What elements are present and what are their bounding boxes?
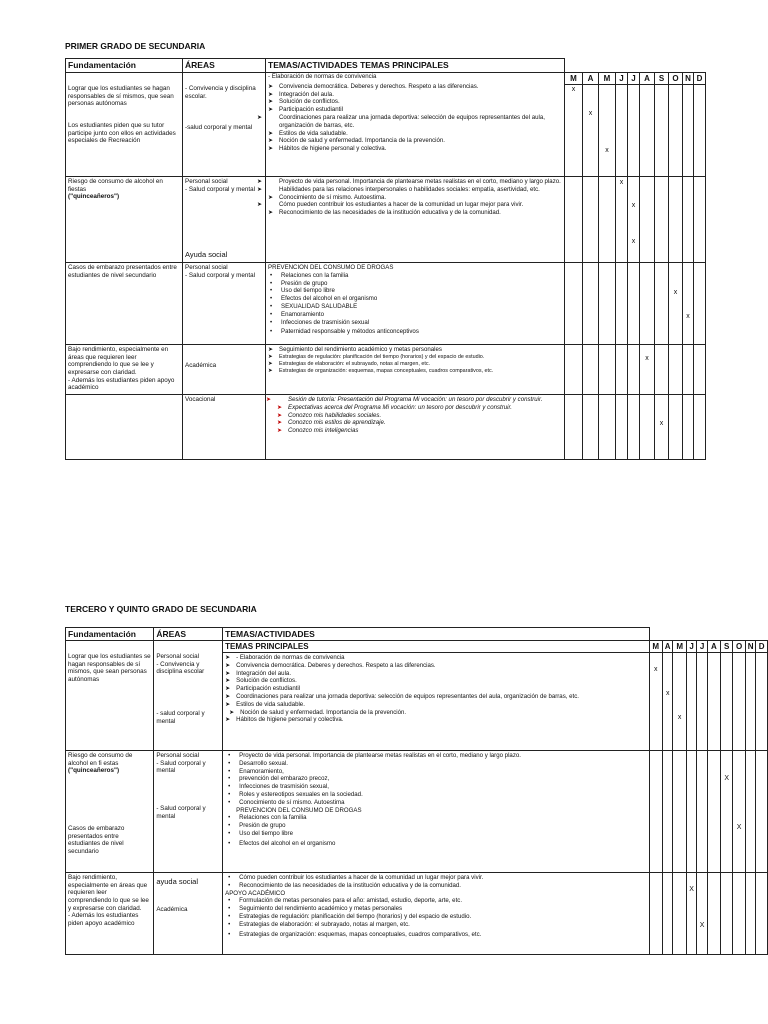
s1-r2-fund: Riesgo de consumo de alcohol en fiestas ("quinceañeros")	[66, 177, 183, 263]
month-col-s: S	[721, 641, 733, 653]
month-col-a: A	[640, 73, 655, 85]
s1-r3-temas: PREVENCION DEL CONSUMO DE DROGAS • Relaciones con la familia • Presión de grupo • Uso del tiempo libre • Efectos del alcohol en el organismo • SEXUALIDAD SALUDABLE • Enamoramiento • Infecciones de trasmisión sexual • Paternidad responsable y métodos anticonceptivos	[266, 263, 565, 345]
s1-r4-areas: Académica	[183, 345, 266, 395]
s2-r3-fund: Bajo rendimiento, especialmente en áreas que requieren leer comprendiendo lo que se lee y expresarse con claridad. - Además los estudiantes piden apoyo académico	[66, 873, 154, 955]
month-col-j: J	[616, 73, 628, 85]
month-col-o: O	[733, 641, 745, 653]
header-areas: ÁREAS	[154, 628, 223, 641]
schedule-mark: x	[665, 690, 670, 697]
header-temas: TEMAS/ACTIVIDADES TEMAS PRINCIPALES	[266, 59, 565, 73]
schedule-mark: X	[724, 775, 730, 782]
schedule-mark: X	[689, 886, 694, 893]
section2-title: TERCERO Y QUINTO GRADO DE SECUNDARIA	[65, 604, 257, 614]
schedule-mark: x	[605, 147, 609, 154]
schedule-mark: x	[673, 289, 678, 296]
s1-r4-temas: ➤ Seguimiento del rendimiento académico y metas personales ➤ Estrategias de regulación: planificación del tiempo (horarios) y del espacio de estudio. ➤ Estrategias de elaboración: el subrayado, notas al margen, etc. ➤ Estrategias de organización: esquemas, mapas conceptuales, cuadros comparativos, etc.	[266, 345, 565, 395]
schedule-mark: x	[645, 355, 649, 362]
section1-table	[65, 58, 706, 460]
schedule-cell	[628, 177, 640, 263]
header-temas-principales: TEMAS PRINCIPALES	[223, 641, 649, 653]
schedule-mark: X	[699, 922, 705, 929]
month-col-d: D	[694, 73, 706, 85]
s1-r3-fund: Casos de embarazo presentados entre estudiantes de nivel secundario	[66, 263, 183, 345]
schedule-cell	[616, 177, 628, 263]
month-col-n: N	[745, 641, 756, 653]
schedule-mark: x	[631, 238, 636, 245]
schedule-mark: x	[686, 313, 690, 320]
s2-r3-areas: ayuda social Académica	[154, 873, 223, 955]
schedule-cell	[673, 653, 686, 751]
month-col-a: A	[707, 641, 720, 653]
month-col-m: M	[565, 73, 583, 85]
schedule-mark: x	[659, 420, 664, 427]
schedule-cell	[721, 751, 733, 873]
schedule-cell	[640, 345, 655, 395]
s1-r3-areas: Personal social - Salud corporal y mental	[183, 263, 266, 345]
s2-r1-fund: Lograr que los estudiantes se hagan responsables de sí mismos, que sean personas autónomas	[66, 641, 154, 751]
schedule-cell	[649, 653, 662, 751]
s1-r1-temas: - Elaboración de normas de convivencia ➤ Convivencia democrática. Deberes y derechos. Respeto a las diferencias. ➤ Integración del aula. ➤ Solución de conflictos. ➤ Participación estudiantil ➤ Coordinaciones para realizar una jornada deportiva: selección de equipos representantes del aula, organización de barras, etc. ➤ Estilos de vida saludable. ➤ Noción de salud y enfermedad. Importancia de la prevención. ➤ Hábitos de higiene personal y colectiva.	[266, 73, 565, 177]
s2-r1-areas: Personal social - Convivencia y disciplina escolar - salud corporal y mental	[154, 641, 223, 751]
schedule-cell	[683, 263, 694, 345]
month-col-s: S	[655, 73, 669, 85]
schedule-cell	[599, 85, 616, 177]
month-col-j: J	[686, 641, 696, 653]
section2-table	[65, 627, 768, 955]
s1-r1-fund: Lograr que los estudiantes se hagan responsables de sí mismos, que sean personas autónomas Los estudiantes piden que su tutor participe junto con ellos en actividades especiales de Recreación	[66, 73, 183, 177]
section1-title: PRIMER GRADO DE SECUNDARIA	[65, 41, 206, 51]
header-areas: ÁREAS	[183, 59, 266, 73]
schedule-mark: x	[619, 179, 624, 186]
header-fundamentacion: Fundamentación	[66, 59, 183, 73]
schedule-cell	[655, 395, 669, 460]
s1-r5-areas: Vocacional	[183, 395, 266, 460]
s1-r1-areas: - Convivencia y disciplina escolar. -salud corporal y mental	[183, 73, 266, 177]
header-fundamentacion: Fundamentación	[66, 628, 154, 641]
s1-r5-temas: ➤ Sesión de tutoría: Presentación del Programa Mi vocación: un tesoro por descubrir y construir. ➤ Expectativas acerca del Programa Mi vocación: un tesoro por descubrir y construir. ➤ Conozco mis habilidades sociales. ➤ Conozco mis estilos de aprendizaje. ➤ Conozco mis inteligencias	[266, 395, 565, 460]
schedule-mark: x	[653, 666, 658, 673]
month-col-j: J	[697, 641, 707, 653]
month-col-o: O	[669, 73, 683, 85]
month-col-d: D	[756, 641, 768, 653]
s2-r2-areas: Personal social - Salud corporal y mental - Salud corporal y mental	[154, 751, 223, 873]
s2-r1-temas: ➤ - Elaboración de normas de convivencia ➤ Convivencia democrática. Deberes y derechos. Respeto a las diferencias. ➤ Integración del aula. ➤ Solución de conflictos. ➤ Participación estudiantil ➤ Coordinaciones para realizar una jornada deportiva: selección de equipos representantes del aula, organización de barras, etc. ➤ Estilos de vida saludable. ➤ Noción de salud y enfermedad. Importancia de la prevención. ➤ Hábitos de higiene personal y colectiva.	[223, 653, 649, 751]
s1-r4-fund: Bajo rendimiento, especialmente en áreas que requieren leer comprendiendo lo que se lee y expresarse con claridad. - Además los estudiantes piden apoyo académico	[66, 345, 183, 395]
schedule-cell	[583, 85, 599, 177]
month-col-a: A	[583, 73, 599, 85]
schedule-cell	[669, 263, 683, 345]
s1-r2-temas: ➤ Proyecto de vida personal. Importancia de plantearse metas realistas en el corto, mediano y largo plazo. ➤ Habilidades para las relaciones interpersonales o habilidades sociales: empatía, asertividad, etc. ➤ Conocimiento de sí mismo. Autoestima. ➤ Cómo pueden contribuir los estudiantes a hacer de la comunidad un lugar mejor para vivir. ➤ Reconocimiento de las necesidades de la institución educativa y de la comunidad.	[266, 177, 565, 263]
schedule-cell	[662, 653, 673, 751]
month-col-n: N	[683, 73, 694, 85]
s1-r2-areas: Personal social - Salud corporal y mental Ayuda social	[183, 177, 266, 263]
s2-r2-fund: Riesgo de consumo de alcohol en fi estas ("quinceañeros") Casos de embarazo presentados entre estudiantes de nivel secundario	[66, 751, 154, 873]
month-col-m: M	[673, 641, 686, 653]
s2-r3-temas: • Cómo pueden contribuir los estudiantes a hacer de la comunidad un lugar mejor para vivir. • Reconocimiento de las necesidades de la institución educativa y de la comunidad. APOYO ACADÉMICO • Formulación de metas personales para el año: amistad, estudio, deporte, arte, etc. • Seguimiento del rendimiento académico y metas personales • Estrategias de regulación: planificación del tiempo (horarios) y del espacio de estudio. • Estrategias de elaboración: el subrayado, notas al margen, etc. • Estrategias de organización: esquemas, mapas conceptuales, cuadros comparativos, etc.	[223, 873, 649, 955]
schedule-mark: x	[631, 202, 636, 209]
month-col-m: M	[649, 641, 662, 653]
schedule-mark: X	[736, 824, 742, 831]
schedule-cell	[697, 873, 707, 955]
month-col-j: J	[628, 73, 640, 85]
month-col-m: M	[599, 73, 616, 85]
schedule-mark: x	[571, 86, 576, 93]
month-col-a: A	[662, 641, 673, 653]
header-temas: TEMAS/ACTIVIDADES	[223, 628, 649, 641]
schedule-cell	[686, 873, 696, 955]
schedule-mark: x	[677, 714, 682, 721]
s2-r2-temas: • Proyecto de vida personal. Importancia de plantearse metas realistas en el corto, mediano y largo plazo. • Desarrollo sexual. • Enamoramiento, • prevención del embarazo precoz, • Infecciones de trasmisión sexual, • Roles y estereotipos sexuales en la sociedad. • Conocimiento de sí mismo. Autoestima PREVENCION DEL CONSUMO DE DROGAS • Relaciones con la familia • Presión de grupo • Uso del tiempo libre • Efectos del alcohol en el organismo	[223, 751, 649, 873]
schedule-cell	[733, 751, 745, 873]
schedule-cell	[565, 85, 583, 177]
schedule-mark: x	[588, 110, 593, 117]
